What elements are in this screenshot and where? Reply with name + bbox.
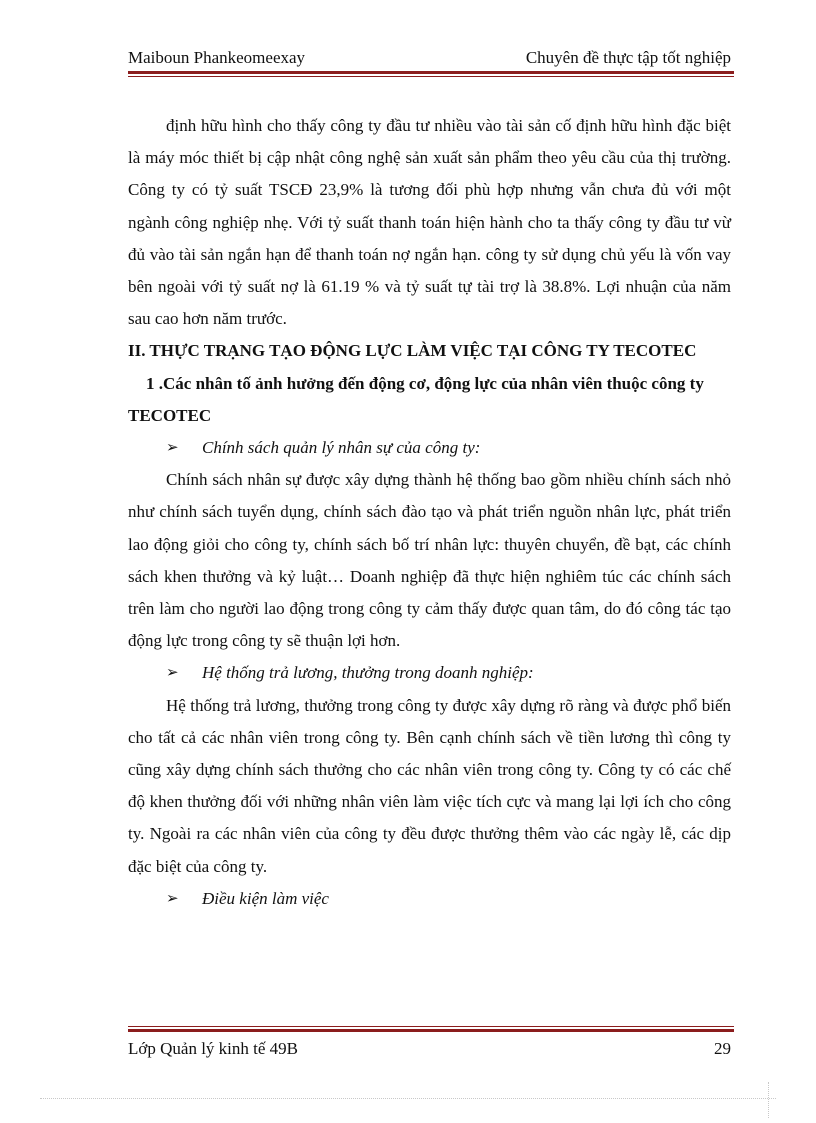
page-corner-marker <box>768 1082 769 1118</box>
header-rule-thick <box>128 71 734 74</box>
arrow-bullet-icon: ➢ <box>166 890 179 907</box>
subsection-heading: 1 .Các nhân tố ảnh hưởng đến động cơ, động lực của nhân viên thuộc công ty TECOTEC <box>128 373 704 425</box>
paragraph-hr-policy: Chính sách nhân sự được xây dựng thành hệ thống bao gồm nhiều chính sách nhỏ như chính sách tuyển dụng, chính sách đào tạo và phát triển nguồn nhân lực, phát triển lao động giỏi cho công ty, chính sách bố trí nhân lực: thuyên chuyển, đề bạt, các chính sách khen thưởng và kỷ luật… Doanh nghiệp đã thực hiện nghiêm túc các chính sách trên làm cho người lao động trong công ty cảm thấy được quan tâm, do đó công tác tạo động lực trong công ty sẽ thuận lợi hơn. <box>128 470 731 651</box>
page-header <box>128 46 731 70</box>
page-footer <box>128 1037 731 1061</box>
arrow-bullet-icon: ➢ <box>166 440 179 457</box>
bullet-salary-system-label: Hệ thống trả lương, thưởng trong doanh nghiệp: <box>202 663 534 683</box>
page-number: 29 <box>714 1039 731 1058</box>
paragraph-salary-system: Hệ thống trả lương, thưởng trong công ty được xây dựng rõ ràng và được phổ biến cho tất cả các nhân viên trong công ty. Bên cạnh chính sách về tiền lương thì công ty cũng xây dựng chính sách thưởng cho các nhân viên trong công ty. Công ty có các chế độ khen thưởng đối với những nhân viên làm việc tích cực và mang lại lợi ích cho công ty. Ngoài ra các nhân viên của công ty đều được thưởng thêm vào các ngày lễ, các dịp đặc biệt của công ty. <box>128 695 731 876</box>
bullet-hr-policy <box>128 432 731 464</box>
section-heading: II. THỰC TRẠNG TẠO ĐỘNG LỰC LÀM VIỆC TẠI CÔNG TY TECOTEC <box>128 341 697 361</box>
header-title: Chuyên đề thực tập tốt nghiệp <box>525 48 731 67</box>
footer-rule-thick <box>128 1029 734 1032</box>
header-rule-thin <box>128 76 734 77</box>
footer-class-name: Lớp Quản lý kinh tế 49B <box>128 1039 298 1058</box>
arrow-bullet-icon: ➢ <box>166 665 179 682</box>
header-author: Maiboun Phankeomeexay <box>128 48 306 67</box>
bullet-working-conditions <box>128 883 731 915</box>
bullet-hr-policy-label: Chính sách quản lý nhân sự của công ty: <box>202 438 481 458</box>
bullet-salary-system <box>128 657 731 689</box>
bullet-working-conditions-label: Điều kiện làm việc <box>202 888 329 908</box>
paragraph-financial-analysis: định hữu hình cho thấy công ty đầu tư nhiều vào tài sản cố định hữu hình đặc biệt là máy móc thiết bị cập nhật công nghệ sản xuất sản phẩm theo yêu cầu của thị trường. Công ty có tỷ suất TSCĐ 23,9% là tương đối phù hợp nhưng vẫn chưa đủ với một ngành công nghiệp nhẹ. Với tỷ suất thanh toán hiện hành cho ta thấy công ty đầu tư vừ đủ vào tài sản ngắn hạn để thanh toán nợ ngắn hạn. công ty sử dụng chủ yếu là vốn vay bên ngoài với tỷ suất nợ là 61.19 % và tỷ suất tự tài trợ là 38.8%. Lợi nhuận của năm sau cao hơn năm trước. <box>128 116 731 329</box>
document-body <box>128 110 731 915</box>
page-boundary-dotted-line <box>40 1098 776 1099</box>
footer-rule-thin <box>128 1026 734 1027</box>
